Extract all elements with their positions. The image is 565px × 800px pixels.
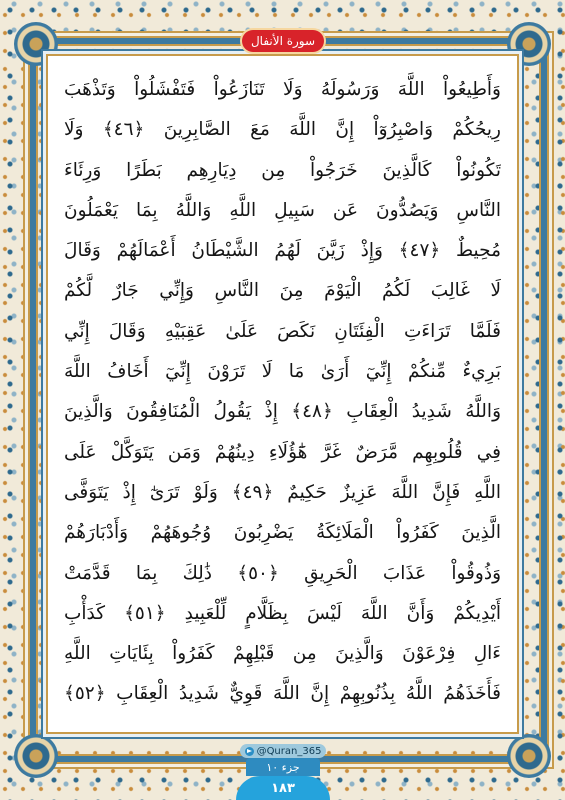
corner-medallion bbox=[507, 734, 551, 778]
telegram-icon bbox=[245, 747, 254, 756]
verse-line: رِيحُكُمْ وَاصْبِرُوٓاْ إِنَّ اللَّهَ مَعَ الصَّابِرِينَ ﴿٤٦﴾ وَلَا bbox=[64, 119, 501, 141]
verse-block bbox=[64, 70, 501, 715]
verse-line: فَلَمَّا تَرَاءَتِ الْفِئَتَانِ نَكَصَ عَلَىٰ عَقِبَيْهِ وَقَالَ إِنِّي bbox=[64, 320, 501, 342]
verse-line: فِي قُلُوبِهِم مَّرَضٌ غَرَّ هَٰٓؤُلَاءِ دِينُهُمْ وَمَن يَتَوَكَّلْ عَلَى bbox=[64, 441, 501, 463]
verse-line: أَيْدِيكُمْ وَأَنَّ اللَّهَ لَيْسَ بِظَلَّامٍ لِّلْعَبِيدِ ﴿٥١﴾ كَدَأْبِ bbox=[64, 602, 501, 624]
verse-line: فَأَخَذَهُمُ اللَّهُ بِذُنُوبِهِمْ إِنَّ اللَّهَ قَوِيٌّ شَدِيدُ الْعِقَابِ ﴿٥٢﴾ bbox=[64, 683, 501, 705]
verse-line: وَذُوقُواْ عَذَابَ الْحَرِيقِ ﴿٥٠﴾ ذَٰلِكَ بِمَا قَدَّمَتْ bbox=[64, 562, 501, 584]
verse-line: تَكُونُواْ كَالَّذِينَ خَرَجُواْ مِن دِيَارِهِم بَطَرًا وَرِئَاءَ bbox=[64, 159, 501, 181]
verse-line: بَرِيءٌ مِّنكُمْ إِنِّيٓ أَرَىٰ مَا لَا تَرَوْنَ إِنِّيٓ أَخَافُ اللَّهَ bbox=[64, 361, 501, 383]
verse-line: ءَالِ فِرْعَوْنَ وَالَّذِينَ مِن قَبْلِهِمْ كَفَرُواْ بِئَايَاتِ اللَّهِ bbox=[64, 643, 501, 665]
verse-line: النَّاسِ وَيَصُدُّونَ عَن سَبِيلِ اللَّهِ وَاللَّهُ بِمَا يَعْمَلُونَ bbox=[64, 199, 501, 221]
verse-line: اللَّهِ فَإِنَّ اللَّهَ عَزِيزٌ حَكِيمٌ ﴿٤٩﴾ وَلَوْ تَرَىٰٓ إِذْ يَتَوَفَّى bbox=[64, 481, 501, 503]
verse-line: الَّذِينَ كَفَرُواْ الْمَلَائِكَةُ يَضْرِبُونَ وُجُوهَهُمْ وَأَدْبَارَهُمْ bbox=[64, 522, 501, 544]
page-number: ۱۸۳ bbox=[236, 776, 330, 800]
channel-badge[interactable] bbox=[240, 744, 326, 758]
verse-line: وَاللَّهُ شَدِيدُ الْعِقَابِ ﴿٤٨﴾ إِذْ يَقُولُ الْمُنَافِقُونَ وَالَّذِينَ bbox=[64, 401, 501, 423]
juz-label: جزء ۱۰ bbox=[246, 758, 320, 776]
channel-handle: @Quran_365 bbox=[256, 745, 322, 757]
verse-line: لَا غَالِبَ لَكُمُ الْيَوْمَ مِنَ النَّاسِ وَإِنِّي جَارٌ لَّكُمْ bbox=[64, 280, 501, 302]
verse-line: وَأَطِيعُواْ اللَّهَ وَرَسُولَهُ وَلَا تَنَازَعُواْ فَتَفْشَلُواْ وَتَذْهَبَ bbox=[64, 79, 501, 100]
corner-medallion bbox=[14, 734, 58, 778]
surah-title: سورة الأنفال bbox=[242, 30, 324, 52]
verse-line: مُحِيطٌ ﴿٤٧﴾ وَإِذْ زَيَّنَ لَهُمُ الشَّيْطَانُ أَعْمَالَهُمْ وَقَالَ bbox=[64, 240, 501, 262]
